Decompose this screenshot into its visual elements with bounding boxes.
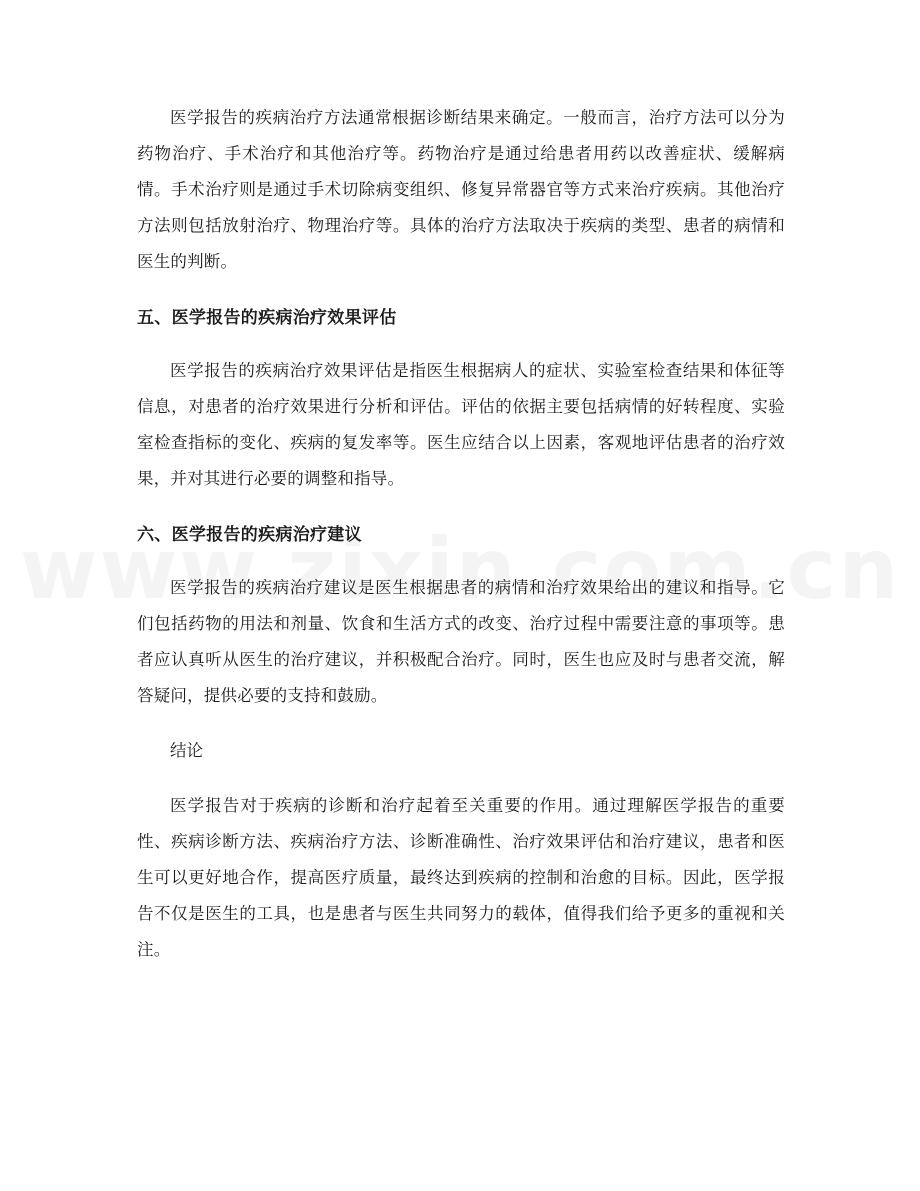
heading-section-5: 五、医学报告的疾病治疗效果评估 [137, 308, 397, 328]
heading-section-6: 六、医学报告的疾病治疗建议 [137, 525, 362, 545]
document-body [137, 100, 785, 968]
conclusion-label: 结论 [170, 741, 203, 760]
paragraph-treatment-methods: 医学报告的疾病治疗方法通常根据诊断结果来确定。一般而言，治疗方法可以分为药物治疗、手术治疗和其他治疗等。药物治疗是通过给患者用药以改善症状、缓解病情。手术治疗则是通过手术切除病变组织、修复异常器官等方式来治疗疾病。其他治疗方法则包括放射治疗、物理治疗等。具体的治疗方法取决于疾病的类型、患者的病情和医生的判断。 [137, 108, 785, 271]
paragraph-conclusion: 医学报告对于疾病的诊断和治疗起着至关重要的作用。通过理解医学报告的重要性、疾病诊断方法、疾病治疗方法、诊断准确性、治疗效果评估和治疗建议，患者和医生可以更好地合作，提高医疗质量，最终达到疾病的控制和治愈的目标。因此，医学报告不仅是医生的工具，也是患者与医生共同努力的载体，值得我们给予更多的重视和关注。 [137, 796, 785, 959]
paragraph-treatment-advice: 医学报告的疾病治疗建议是医生根据患者的病情和治疗效果给出的建议和指导。它们包括药物的用法和剂量、饮食和生活方式的改变、治疗过程中需要注意的事项等。患者应认真听从医生的治疗建议，并积极配合治疗。同时，医生也应及时与患者交流，解答疑问，提供必要的支持和鼓励。 [137, 578, 785, 705]
paragraph-treatment-evaluation: 医学报告的疾病治疗效果评估是指医生根据病人的症状、实验室检查结果和体征等信息，对患者的治疗效果进行分析和评估。评估的依据主要包括病情的好转程度、实验室检查指标的变化、疾病的复发率等。医生应结合以上因素，客观地评估患者的治疗效果，并对其进行必要的调整和指导。 [137, 361, 785, 488]
